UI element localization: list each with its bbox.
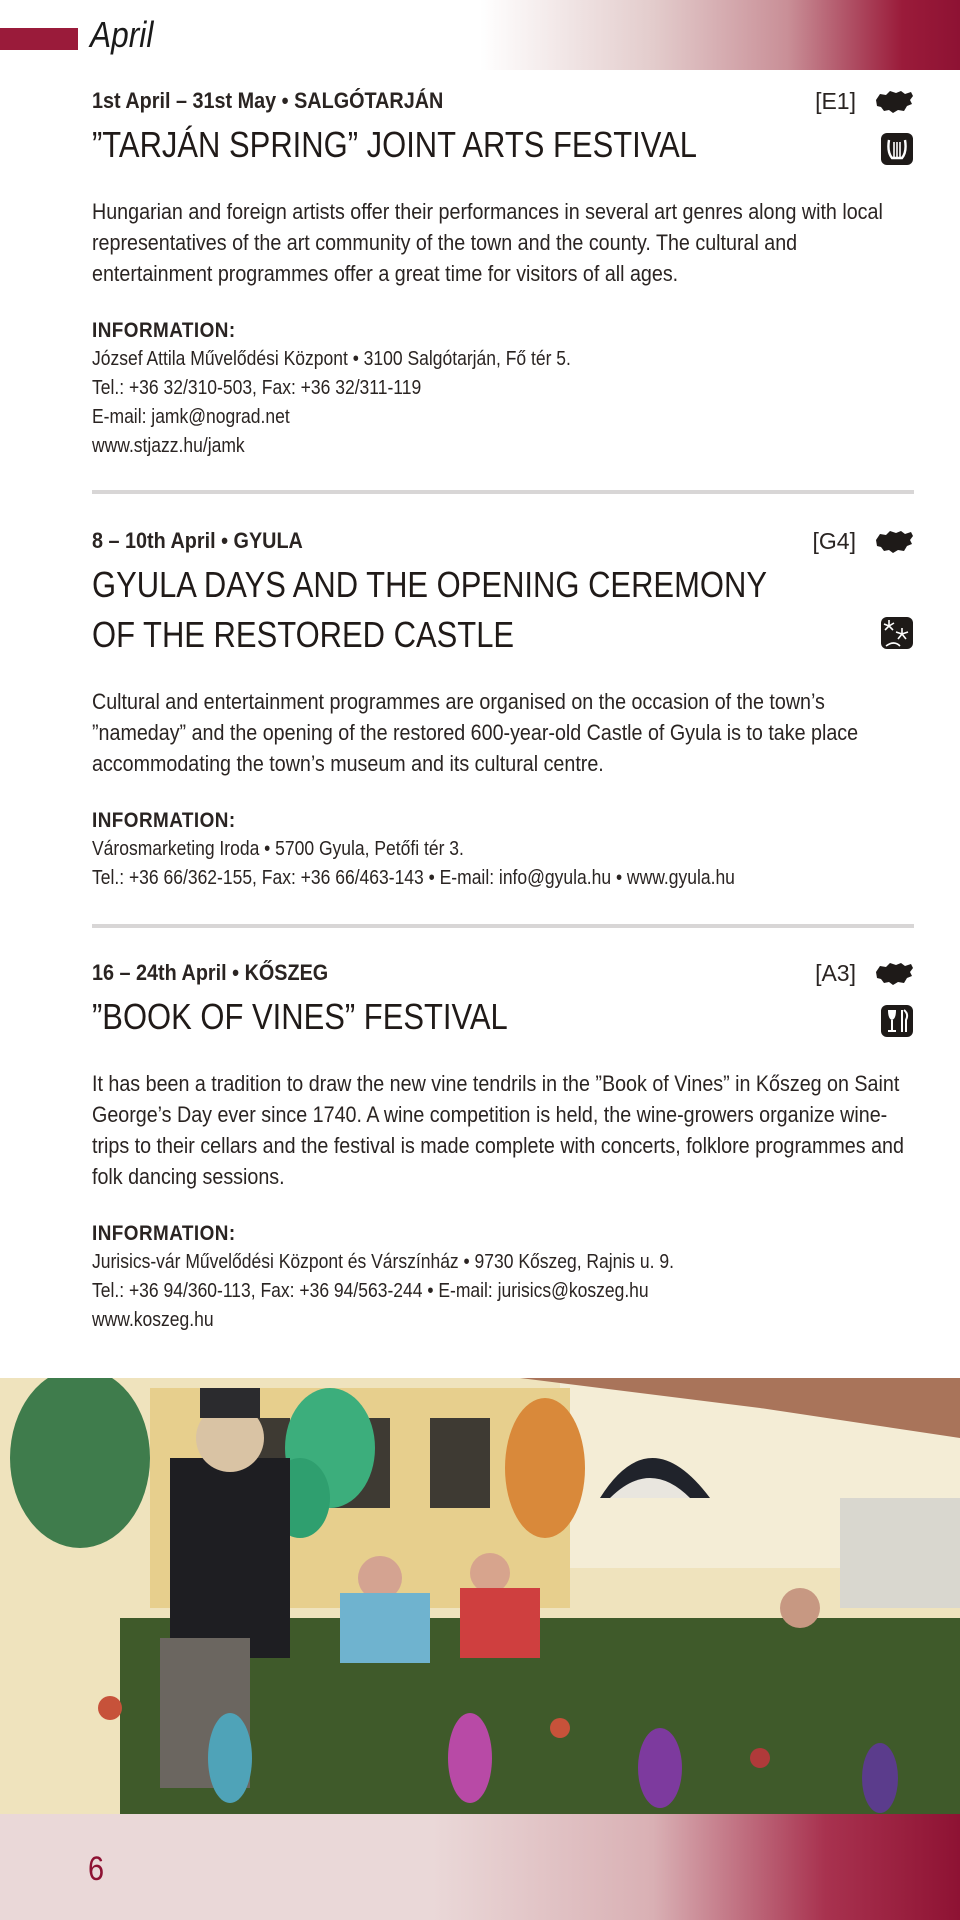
section-divider [92,924,914,928]
event-date-location: 1st April – 31st May • SALGÓTARJÁN [92,88,444,113]
hungary-map-icon [874,960,914,986]
event-description: Cultural and entertainment programmes are organised on the occasion of the town’s ”nameday” and the opening of the restored 600-year-old Castle of Gyula is to take place accommodating the town’s museum and its cultural centre. [92,689,859,776]
info-address: Városmarketing Iroda • 5700 Gyula, Petőfi tér 3. [92,838,464,860]
hungary-map-icon [874,88,914,114]
info-address: Jurisics-vár Művelődési Központ és Várszínház • 9730 Kőszeg, Rajnis u. 9. [92,1251,674,1273]
lyre-icon [880,132,914,166]
event-title: GYULA DAYS AND THE OPENING CEREMONY OF THE RESTORED CASTLE [92,564,767,655]
page-footer [0,1814,960,1920]
information-label: INFORMATION: [92,1222,236,1245]
page-header [0,0,960,70]
fireworks-icon [880,616,914,650]
event-dates: 1st April – 31st May [92,88,277,113]
page-number: 6 [88,1850,105,1888]
event-town: GYULA [233,528,303,553]
event-town: SALGÓTARJÁN [294,88,444,113]
event-town: KŐSZEG [244,960,329,985]
event-description: Hungarian and foreign artists offer their performances in several art genres along with local representatives of the art community of the town and the county. The cultural and entertainment programmes offer a great time for visitors of all ages. [92,199,883,286]
map-region-code: [A3] [815,960,856,986]
wine-food-icon [880,1004,914,1038]
information-label: INFORMATION: [92,809,236,832]
event-description: It has been a tradition to draw the new vine tendrils in the ”Book of Vines” in Kőszeg on Saint George’s Day ever since 1740. A wine competition is held, the wine-growers organize wine-trips to their cellars and the festival is made complete with concerts, folklore programmes and folk dancing sessions. [92,1071,904,1189]
info-website[interactable]: www.koszeg.hu [92,1309,214,1331]
hungary-map-icon [874,528,914,554]
section-divider [92,490,914,494]
info-email[interactable]: E-mail: jamk@nograd.net [92,406,290,428]
festival-parade-photo [0,1378,960,1814]
info-address: József Attila Művelődési Központ • 3100 Salgótarján, Fő tér 5. [92,348,571,370]
info-contact[interactable]: Tel.: +36 66/362-155, Fax: +36 66/463-143 • E-mail: info@gyula.hu • www.gyula.hu [92,867,735,889]
info-contact[interactable]: Tel.: +36 94/360-113, Fax: +36 94/563-244 • E-mail: jurisics@koszeg.hu [92,1280,649,1302]
parade-illustration [0,1378,960,1814]
map-region-code: [E1] [815,88,856,114]
map-region-code: [G4] [812,528,856,554]
month-title: April [90,14,154,55]
info-website[interactable]: www.stjazz.hu/jamk [92,435,245,457]
event-date-location: 16 – 24th April • KŐSZEG [92,960,329,985]
information-label: INFORMATION: [92,319,236,342]
event-book-of-vines [92,958,914,1335]
info-phone-fax: Tel.: +36 32/310-503, Fax: +36 32/311-119 [92,377,422,399]
event-dates: 16 – 24th April [92,960,227,985]
event-title: ”TARJÁN SPRING” JOINT ARTS FESTIVAL [92,124,697,165]
event-tarjan-spring [92,86,914,461]
event-date-location: 8 – 10th April • GYULA [92,528,303,553]
event-dates: 8 – 10th April [92,528,216,553]
header-accent-bar [0,28,78,50]
event-gyula-days [92,526,914,893]
event-title: ”BOOK OF VINES” FESTIVAL [92,996,508,1037]
